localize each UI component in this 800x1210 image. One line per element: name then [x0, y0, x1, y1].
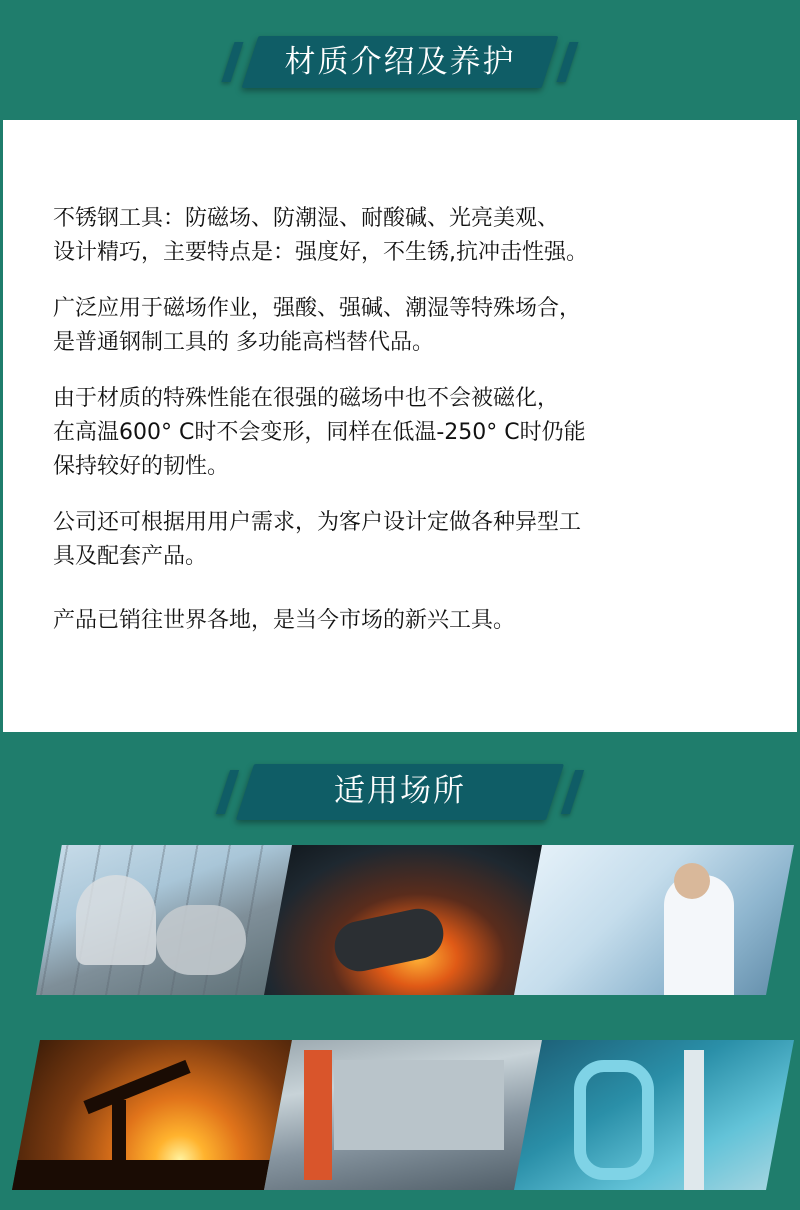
- photo-factory-workshop: [264, 1040, 544, 1190]
- paragraph-features: 不锈钢工具：防磁场、防潮湿、耐酸碱、光亮美观、 设计精巧，主要特点是：强度好，不生锈,抗冲击性强。: [53, 206, 588, 265]
- section-title-material: 材质介绍及养护: [284, 44, 516, 80]
- photo-laboratory-scientist: [514, 845, 794, 995]
- paragraph-temperature: 由于材质的特殊性能在很强的磁场中也不会被磁化， 在高温600° C时不会变形，同样在低温-250° C时仍能 保持较好的韧性。: [53, 386, 586, 479]
- section-title-banner-usage: [0, 758, 800, 828]
- photo-chemical-plant-pipes: [514, 1040, 794, 1190]
- material-description-card: [3, 120, 797, 732]
- section-title-usage: 适用场所: [334, 773, 466, 809]
- photo-oil-pump-sunset: [12, 1040, 292, 1190]
- paragraph-applications: 广泛应用于磁场作业，强酸、强碱、潮湿等特殊场合， 是普通钢制工具的 多功能高档替代品。: [53, 296, 582, 355]
- photo-power-workers: [36, 845, 294, 995]
- paragraph-custom: 公司还可根据用用户需求，为客户设计定做各种异型工 具及配套产品。: [53, 510, 582, 569]
- photo-steel-furnace: [264, 845, 544, 995]
- section-title-banner-material: [0, 28, 800, 98]
- paragraph-market: 产品已销往世界各地，是当今市场的新兴工具。: [53, 608, 516, 633]
